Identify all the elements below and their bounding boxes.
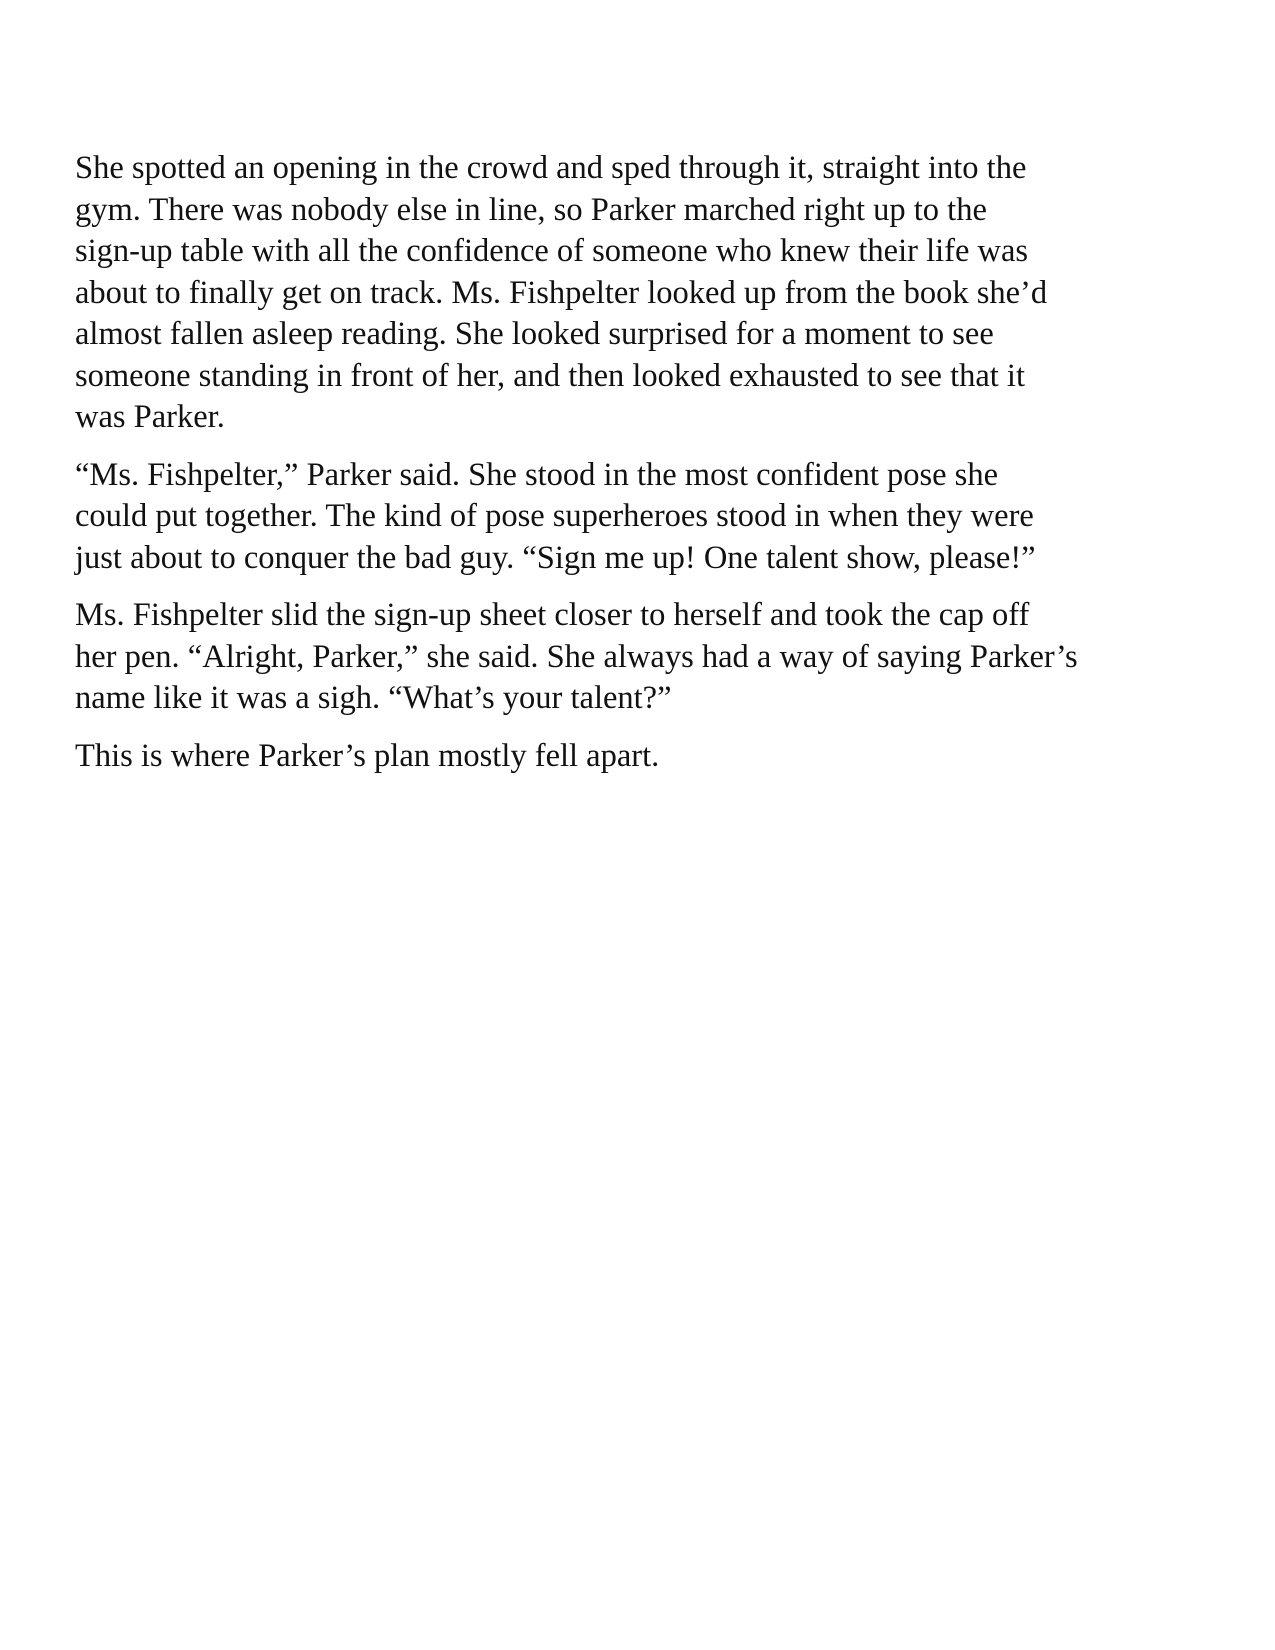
paragraph-4 (75, 736, 1205, 778)
paragraph-3 (75, 595, 1205, 720)
text-line: someone standing in front of her, and then looked exhausted to see that it (75, 357, 1025, 394)
text-line: She spotted an opening in the crowd and sped through it, straight into the (75, 150, 1027, 186)
text-line: was Parker. (75, 399, 225, 435)
text-line: gym. There was nobody else in line, so Parker marched right up to the (75, 191, 987, 228)
text-line: could put together. The kind of pose superheroes stood in when they were (75, 498, 1034, 534)
text-line: her pen. “Alright, Parker,” she said. She always had a way of saying Parker’s (75, 638, 1078, 675)
text-line: “Ms. Fishpelter,” Parker said. She stood in the most confident pose she (75, 456, 998, 493)
paragraph-2 (75, 455, 1205, 580)
text-line: just about to conquer the bad guy. “Sign me up! One talent show, please!” (75, 539, 1036, 576)
story-text (75, 148, 1205, 793)
paragraph-1 (75, 148, 1205, 439)
text-line: sign-up table with all the confidence of someone who knew their life was (75, 233, 1029, 269)
text-line: This is where Parker’s plan mostly fell apart. (75, 737, 660, 774)
text-line: name like it was a sigh. “What’s your talent?” (75, 680, 672, 716)
text-line: Ms. Fishpelter slid the sign-up sheet closer to herself and took the cap off (75, 597, 1030, 633)
text-line: about to finally get on track. Ms. Fishpelter looked up from the book she’d (75, 274, 1048, 311)
text-line: almost fallen asleep reading. She looked surprised for a moment to see (75, 316, 994, 352)
